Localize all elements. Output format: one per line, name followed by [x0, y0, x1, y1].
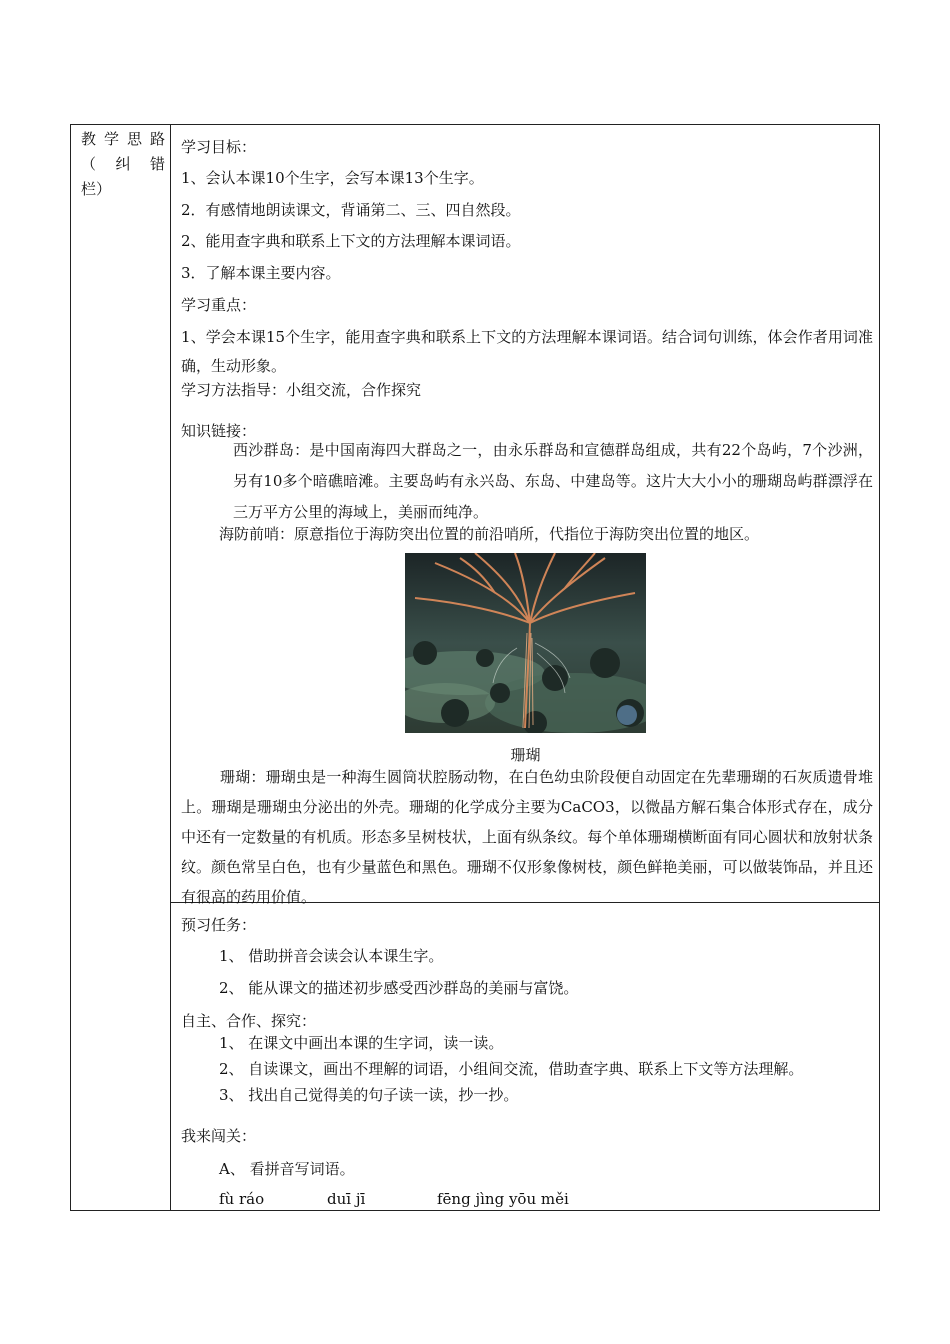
key-points-text: 1、学会本课15个生字，能用查字典和联系上下文的方法理解本课词语。结合词句训练，体会作者用词准确，生动形象。: [181, 328, 873, 375]
challenge-task-a: A、 看拼音写词语。: [219, 1160, 355, 1178]
objectives-section: [171, 125, 879, 906]
challenge-heading: 我来闯关：: [181, 1127, 257, 1145]
explore-item: 2、 自读课文，画出不理解的词语，小组间交流，借助查字典、联系上下文等方法理解。: [219, 1060, 804, 1078]
lesson-plan-table: [70, 124, 880, 1211]
pinyin-word: fù ráo: [219, 1190, 265, 1208]
pinyin-word: fēng jìng yōu měi: [437, 1190, 569, 1208]
coral-text: 珊瑚：珊瑚虫是一种海生圆筒状腔肠动物，在白色幼虫阶段便自动固定在先辈珊瑚的石灰质遗骨堆上。珊瑚是珊瑚虫分泌出的外壳。珊瑚的化学成分主要为CaCO3，以微晶方解石集合体形式存在，成分中还有一定数量的有机质。形态多呈树枝状，上面有纵条纹。每个单体珊瑚横断面有同心圆状和放射状条纹。颜色常呈白色，也有少量蓝色和黑色。珊瑚不仅形象像树枝，颜色鲜艳美丽，可以做装饰品，并且还有很高的药用价值。: [181, 768, 873, 906]
objective-item: 2、能用查字典和联系上下文的方法理解本课词语。: [181, 232, 521, 250]
coral-image-graphic: [405, 553, 646, 733]
preview-item: 1、 借助拼音会读会认本课生字。: [219, 947, 444, 965]
preview-heading: 预习任务：: [181, 916, 257, 934]
method-text: 学习方法指导：小组交流，合作探究: [181, 381, 422, 399]
objective-item: 2．有感情地朗读课文，背诵第二、三、四自然段。: [181, 201, 521, 219]
preview-item: 2、 能从课文的描述初步感受西沙群岛的美丽与富饶。: [219, 979, 579, 997]
explore-heading: 自主、合作、探究：: [181, 1012, 317, 1030]
pinyin-word: duī jī: [327, 1190, 366, 1208]
label-line-1: 教学思路: [81, 130, 165, 148]
objectives-heading: 学习目标：: [181, 138, 257, 156]
explore-item: 1、 在课文中画出本课的生字词，读一读。: [219, 1034, 504, 1052]
left-column: [71, 125, 171, 1210]
knowledge-heading: 知识链接：: [181, 422, 257, 440]
haifang-text: 海防前哨：原意指位于海防突出位置的前沿哨所，代指位于海防突出位置的地区。: [219, 525, 760, 543]
left-column-label: [81, 127, 165, 202]
label-line-3: 栏）: [81, 180, 112, 198]
objective-item: 1、会认本课10个生字，会写本课13个生字。: [181, 169, 484, 187]
right-column: [171, 125, 879, 1210]
objective-item: 3．了解本课主要内容。: [181, 264, 341, 282]
key-points-heading: 学习重点：: [181, 296, 257, 314]
coral-image: [405, 553, 646, 733]
label-line-2: （纠错: [81, 155, 165, 173]
explore-item: 3、 找出自己觉得美的句子读一读，抄一抄。: [219, 1086, 519, 1104]
xisha-text: 西沙群岛：是中国南海四大群岛之一，由永乐群岛和宣德群岛组成，共有22个岛屿，7个沙洲，另有10多个暗礁暗滩。主要岛屿有永兴岛、东岛、中建岛等。这片大大小小的珊瑚岛屿群漂浮在三万平方公里的海域上，美丽而纯净。: [233, 441, 873, 521]
coral-image-caption: 珊瑚: [510, 746, 541, 764]
preview-section: [171, 903, 879, 1210]
